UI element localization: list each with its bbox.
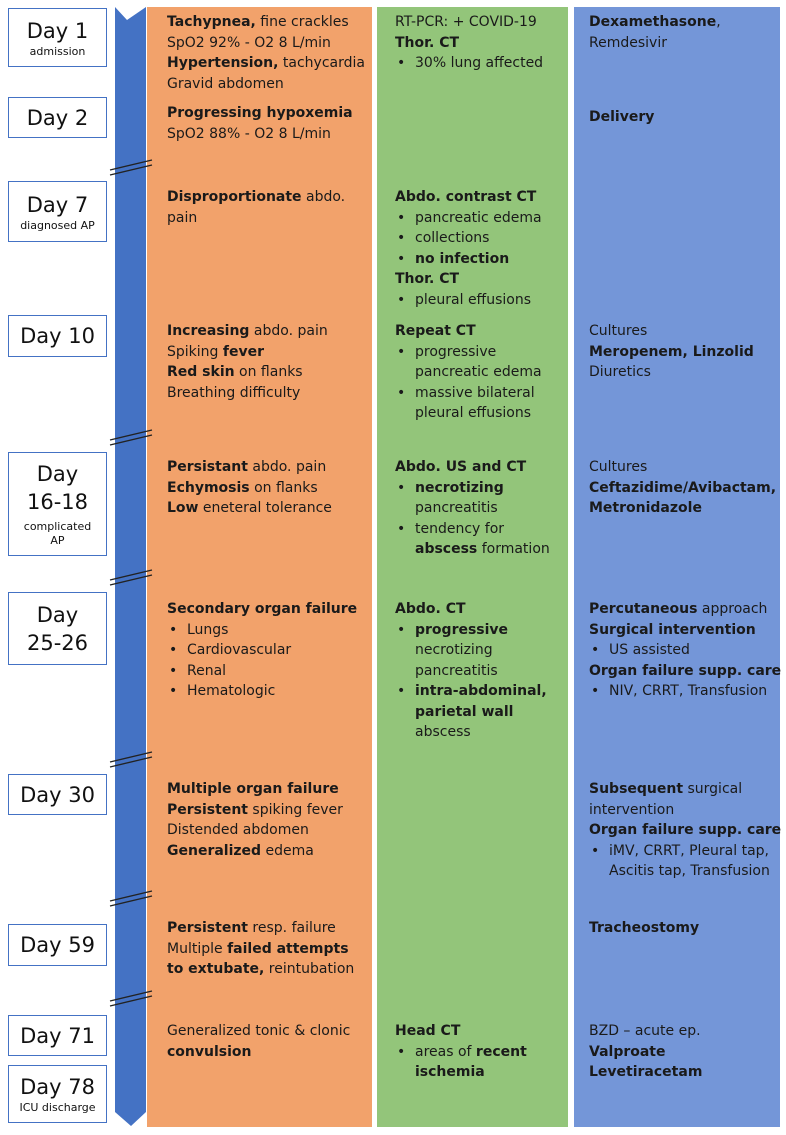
clinical-day7: Disproportionate abdo. pain	[167, 189, 346, 226]
day-label-2: 25-26	[26, 630, 89, 655]
day-label: Day 30	[20, 782, 95, 807]
day-label: Day 1	[26, 18, 89, 43]
day-label: Day	[36, 462, 79, 486]
day-sub: diagnosed AP	[20, 218, 95, 232]
therapy-column	[574, 7, 780, 1127]
imaging-day16: Abdo. US and CT • necrotizing pancreatitis • tendency for abscess formation	[395, 457, 550, 560]
imaging-day10: Repeat CT • progressive pancreatic edema • massive bilateral pleural effusions	[395, 321, 542, 424]
therapy-day59: Tracheostomy	[589, 920, 700, 936]
therapy-day71: BZD – acute ep. Valproate Levetiracetam	[589, 1023, 703, 1080]
imaging-day25: Abdo. CT • progressive necrotizing pancreatitis • intra-abdominal, parietal wall abscess	[395, 599, 547, 743]
day-label: Day 59	[20, 933, 95, 957]
clinical-day30: Multiple organ failure Persistent spiking fever Distended abdomen Generalized edema	[167, 781, 343, 859]
day-sub: ICU discharge	[19, 1101, 96, 1114]
clinical-day71: Generalized tonic & clonic convulsion	[167, 1023, 351, 1060]
day-label: Day	[36, 602, 79, 627]
therapy-day10: Cultures Meropenem, Linzolid Diuretics	[589, 323, 754, 380]
day-sub-2: AP	[50, 534, 65, 547]
time-break-marks	[0, 0, 160, 1135]
day-label: Day 10	[20, 324, 95, 348]
day-sub: admission	[29, 44, 86, 58]
imaging-day71: Head CT • areas of recent ischemia	[395, 1021, 527, 1083]
day-label-2: 16-18	[26, 490, 89, 514]
day-label: Day 78	[20, 1075, 95, 1099]
clinical-day59: Persistent resp. failure Multiple failed attempts to extubate, reintubation	[167, 920, 355, 977]
therapy-day25: Percutaneous approach Surgical intervention • US assisted Organ failure supp. care • NIV, CRRT, Transfusion	[589, 599, 781, 702]
day-label: Day 2	[26, 105, 89, 130]
imaging-column	[377, 7, 568, 1127]
therapy-day1: Dexamethasone, Remdesivir	[589, 14, 721, 51]
day-sub: complicated	[23, 520, 92, 533]
clinical-day25: Secondary organ failure • Lungs • Cardiovascular • Renal • Hematologic	[167, 599, 357, 702]
therapy-day16: Cultures Ceftazidime/Avibactam, Metronidazole	[589, 459, 777, 516]
imaging-day1: RT-PCR: + COVID-19 Thor. CT • 30% lung affected	[395, 12, 543, 74]
clinical-day16: Persistant abdo. pain Echymosis on flanks Low eneteral tolerance	[167, 459, 332, 516]
therapy-day30: Subsequent surgical intervention Organ failure supp. care • iMV, CRRT, Pleural tap, Ascitis tap, Transfusion	[589, 779, 781, 882]
clinical-day10: Increasing abdo. pain Spiking fever Red skin on flanks Breathing difficulty	[167, 323, 328, 401]
clinical-day1: Tachypnea, fine crackles SpO2 92% - O2 8 L/min Hypertension, tachycardia Gravid abdomen	[167, 14, 365, 92]
day-label: Day 7	[26, 192, 89, 217]
day-label: Day 71	[20, 1023, 95, 1048]
therapy-day2: Delivery	[589, 109, 655, 125]
clinical-day2: Progressing hypoxemia SpO2 88% - O2 8 L/min	[167, 105, 353, 142]
imaging-day7: Abdo. contrast CT • pancreatic edema • collections • no infection Thor. CT • pleural effusions	[395, 187, 542, 310]
